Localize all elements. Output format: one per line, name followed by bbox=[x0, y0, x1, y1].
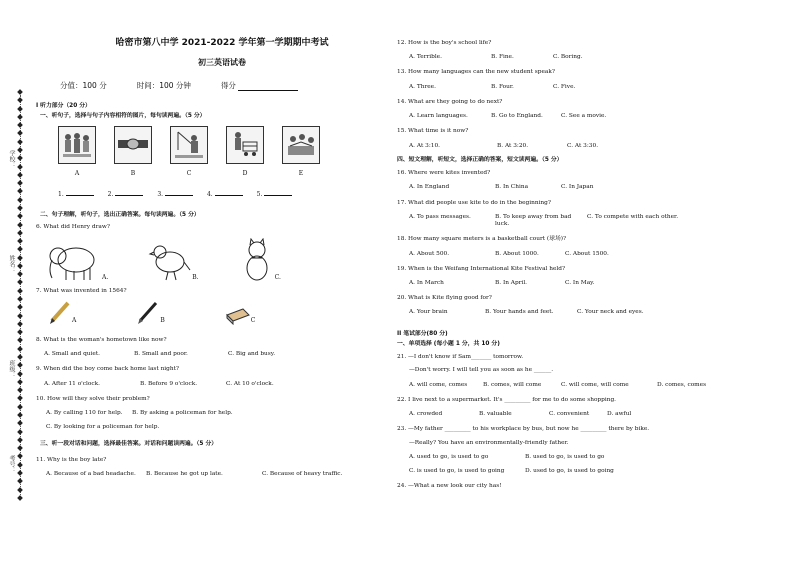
q8-options bbox=[44, 351, 388, 358]
q17-options bbox=[409, 214, 782, 228]
q15-option-b[interactable]: B. At 3:20. bbox=[497, 142, 529, 149]
q15: 15. What time is it now? bbox=[397, 128, 469, 135]
q9-option-b[interactable]: B. Before 9 o'clock. bbox=[140, 380, 198, 387]
pic-label-a: A bbox=[74, 170, 80, 178]
answer-blanks bbox=[58, 190, 388, 199]
q23-option-c[interactable]: C. is used to go, is used to going bbox=[409, 468, 505, 475]
picture-labels bbox=[58, 170, 388, 178]
q16-option-a[interactable]: A. In England bbox=[409, 184, 450, 191]
answer-blank-3[interactable]: 3. bbox=[157, 190, 193, 199]
q20-options bbox=[409, 309, 782, 316]
q16-option-c[interactable]: C. In Japan bbox=[561, 184, 594, 191]
q16-options bbox=[409, 184, 782, 191]
q6-option-c bbox=[239, 238, 281, 282]
q10-option-a[interactable]: A. By calling 110 for help. bbox=[46, 409, 123, 416]
q16-option-b[interactable]: B. In China bbox=[495, 184, 529, 191]
section4-heading: 四、短文理解，听短文，选择正确的答案，短文读两遍。（5 分） bbox=[397, 156, 563, 163]
q20-option-c[interactable]: C. Your neck and eyes. bbox=[577, 309, 644, 316]
q20-option-a[interactable]: A. Your brain bbox=[409, 309, 448, 316]
q24: 24. —What a new look our city has! bbox=[397, 483, 502, 490]
q17-option-a[interactable]: A. To pass messages. bbox=[409, 213, 471, 220]
q19-option-b[interactable]: B. In April. bbox=[495, 279, 528, 286]
q21-option-a[interactable]: A. will come, comes bbox=[409, 381, 468, 388]
q9: 9. When did the boy come back home last night? bbox=[36, 366, 180, 373]
q13: 13. How many languages can the new student speak? bbox=[397, 69, 555, 76]
q19-options bbox=[409, 280, 782, 287]
q21-option-c[interactable]: C. will come, will come bbox=[561, 381, 629, 388]
q14-option-c[interactable]: C. See a movie. bbox=[561, 113, 607, 120]
q10: 10. How will they solve their problem? bbox=[36, 395, 150, 402]
q10-option-b[interactable]: B. By asking a policeman for help. bbox=[132, 409, 233, 416]
q9-options bbox=[44, 381, 388, 388]
q6-label-a: A. bbox=[102, 274, 109, 282]
q18: 18. How many square meters is a basketball court (球场)? bbox=[397, 236, 567, 243]
q21-line2: —Don't worry. I will tell you as soon as he ______. bbox=[409, 367, 554, 374]
pencil-icon bbox=[48, 299, 72, 325]
q22-option-d[interactable]: D. awful bbox=[607, 411, 632, 418]
left-column bbox=[36, 38, 388, 478]
q15-option-c[interactable]: C. At 3:30. bbox=[567, 142, 599, 149]
q21-options bbox=[409, 382, 782, 389]
part2-heading: II 笔试部分(80 分) bbox=[397, 330, 448, 337]
picture-b-handshake-icon bbox=[114, 126, 152, 164]
q19-option-a[interactable]: A. In March bbox=[409, 279, 444, 286]
q8: 8. What is the woman's hometown like now? bbox=[36, 336, 167, 343]
q23-option-b[interactable]: B. used to go, is used to go bbox=[525, 453, 605, 460]
q8-option-c[interactable]: C. Big and busy. bbox=[228, 351, 276, 358]
cat-icon bbox=[239, 238, 275, 282]
q22-option-c[interactable]: C. convenient bbox=[549, 411, 590, 418]
right-column bbox=[397, 38, 782, 491]
q6-pictures bbox=[46, 238, 388, 282]
q23: 23. —My father _________ to his workplace by bus, but now he _________ there by bike. bbox=[397, 426, 650, 433]
q23-options-row2 bbox=[409, 468, 782, 475]
q11-option-a[interactable]: A. Because of a bad headache. bbox=[46, 470, 136, 477]
q6: 6. What did Henry draw? bbox=[36, 224, 110, 231]
q19: 19. When is the Weifang International Kite Festival held? bbox=[397, 265, 566, 272]
answer-blank-2[interactable]: 2. bbox=[108, 190, 144, 199]
q11-options bbox=[46, 471, 388, 478]
q18-option-a[interactable]: A. About 500. bbox=[409, 250, 450, 257]
part1-heading: I 听力部分（20 分） bbox=[36, 102, 91, 109]
q23-line2: —Really? You have an environmentally-friendly father. bbox=[409, 439, 569, 446]
side-name: 姓名： bbox=[8, 255, 15, 273]
q16: 16. Where were kites invented? bbox=[397, 170, 491, 177]
elephant-icon bbox=[46, 242, 102, 282]
score-line bbox=[60, 81, 388, 90]
q17-option-b[interactable]: B. To keep away from bad luck. bbox=[495, 213, 572, 228]
side-number: 考号： bbox=[8, 455, 15, 473]
q21: 21. —I don't know if Sam_______ tomorrow. bbox=[397, 354, 524, 361]
pic-label-c: C bbox=[186, 170, 192, 178]
q13-option-b[interactable]: B. Four. bbox=[491, 83, 514, 90]
q8-option-b[interactable]: B. Small and poor. bbox=[134, 351, 188, 358]
pic-label-e: E bbox=[298, 170, 304, 178]
bird-icon bbox=[148, 240, 192, 282]
q23-option-d[interactable]: D. used to go, is used to going bbox=[525, 468, 614, 475]
q7-label-c: C bbox=[250, 317, 256, 325]
side-class: 班级： bbox=[8, 360, 15, 378]
q21-option-b[interactable]: B. comes, will come bbox=[483, 381, 542, 388]
score-blank[interactable] bbox=[238, 83, 298, 91]
q23-options-row1 bbox=[409, 454, 782, 461]
picture-d-shopping-cart-icon bbox=[226, 126, 264, 164]
q13-option-c[interactable]: C. Five. bbox=[553, 83, 576, 90]
q22: 22. I live next to a supermarket. It's _________ for me to do some shopping. bbox=[397, 396, 616, 403]
q23-option-a[interactable]: A. used to go, is used to go bbox=[409, 453, 489, 460]
section3-heading: 三、听一段对话和问题，选择最佳答案。对话和问题读两遍。（5 分） bbox=[40, 441, 218, 448]
section2-heading: 二、句子理解，听句子，选出正确答案。每句读两遍。（5 分） bbox=[40, 212, 200, 219]
q6-label-c: C. bbox=[274, 274, 281, 282]
q10-option-c[interactable]: C. By looking for a policeman for help. bbox=[46, 424, 160, 431]
exam-subtitle: 初三英语试卷 bbox=[198, 58, 246, 68]
q18-option-c[interactable]: C. About 1500. bbox=[565, 250, 609, 257]
pic-label-d: D bbox=[242, 170, 248, 178]
q12-options bbox=[409, 54, 782, 61]
q11: 11. Why is the boy late? bbox=[36, 456, 107, 463]
section5-heading: 一、单项选择 (每小题 1 分，共 10 分) bbox=[397, 340, 500, 347]
score-got: 得分 bbox=[221, 81, 298, 90]
exam-time: 时间：100 分钟 bbox=[136, 81, 191, 91]
q12: 12. How is the boy's school life? bbox=[397, 40, 492, 46]
answer-blank-4[interactable]: 4. bbox=[207, 190, 243, 199]
q7: 7. What was invented in 1564? bbox=[36, 287, 127, 294]
q7-pictures bbox=[48, 299, 388, 325]
q13-options bbox=[409, 84, 782, 91]
q11-option-c[interactable]: C. Because of heavy traffic. bbox=[262, 470, 343, 477]
q9-option-a[interactable]: A. After 11 o'clock. bbox=[44, 380, 100, 387]
q12-option-a[interactable]: A. Terrible. bbox=[409, 54, 442, 61]
seal-dots bbox=[16, 90, 24, 500]
q15-option-a[interactable]: A. At 3:10. bbox=[409, 142, 440, 149]
q19-option-c[interactable]: C. In May. bbox=[565, 279, 595, 286]
q6-option-b bbox=[148, 240, 198, 282]
q20: 20. What is Kite flying good for? bbox=[397, 295, 492, 302]
q12-option-c[interactable]: C. Boring. bbox=[553, 54, 583, 61]
side-school: 学校： bbox=[8, 150, 15, 168]
q7-option-c bbox=[225, 307, 256, 325]
q7-label-a: A bbox=[72, 317, 77, 325]
picture-row bbox=[58, 126, 388, 164]
q22-option-b[interactable]: B. valuable bbox=[479, 411, 512, 418]
q22-options bbox=[409, 411, 782, 418]
q9-option-c[interactable]: C. At 10 o'clock. bbox=[226, 380, 274, 387]
q12-option-b[interactable]: B. Fine. bbox=[491, 54, 514, 61]
total-score: 分值：100 分 bbox=[60, 81, 107, 91]
picture-e-party-icon bbox=[282, 126, 320, 164]
q14: 14. What are they going to do next? bbox=[397, 98, 503, 105]
q14-options bbox=[409, 113, 782, 120]
section1-heading: 一、听句子，选择与句子内容相符的图片，每句读两遍。（5 分） bbox=[40, 112, 206, 119]
q7-option-b bbox=[136, 299, 164, 325]
picture-c-fishing-icon bbox=[170, 126, 208, 164]
q7-label-b: B bbox=[160, 317, 165, 325]
q7-option-a bbox=[48, 299, 76, 325]
q10-options-row1 bbox=[46, 410, 388, 417]
q6-label-b: B. bbox=[192, 274, 199, 282]
q21-option-d[interactable]: D. comes, comes bbox=[657, 381, 707, 388]
q6-option-a bbox=[46, 242, 108, 282]
q11-option-b[interactable]: B. Because he got up late. bbox=[146, 470, 223, 477]
q8-option-a[interactable]: A. Small and quiet. bbox=[44, 351, 100, 358]
q15-options bbox=[409, 143, 782, 150]
answer-blank-1[interactable]: 1. bbox=[58, 190, 94, 199]
answer-blank-5[interactable]: 5. bbox=[257, 190, 293, 199]
q17: 17. What did people use kite to do in the beginning? bbox=[397, 199, 551, 206]
pic-label-b: B bbox=[130, 170, 136, 178]
binding-margin bbox=[0, 0, 30, 562]
q20-option-b[interactable]: B. Your hands and feet. bbox=[485, 309, 554, 316]
q14-option-b[interactable]: B. Go to England. bbox=[491, 113, 543, 120]
pen-icon bbox=[136, 299, 160, 325]
q22-option-a[interactable]: A. crowded bbox=[409, 411, 443, 418]
q14-option-a[interactable]: A. Learn languages. bbox=[409, 113, 468, 120]
q13-option-a[interactable]: A. Three. bbox=[409, 83, 436, 90]
q10-options-row2 bbox=[46, 424, 388, 431]
q17-option-c[interactable]: C. To compete with each other. bbox=[587, 213, 679, 220]
q18-options bbox=[409, 251, 782, 258]
q18-option-b[interactable]: B. About 1000. bbox=[495, 250, 539, 257]
eraser-box-icon bbox=[225, 307, 251, 325]
exam-title: 哈密市第八中学 2021-2022 学年第一学期期中考试 bbox=[115, 38, 329, 48]
picture-a-people-icon bbox=[58, 126, 96, 164]
